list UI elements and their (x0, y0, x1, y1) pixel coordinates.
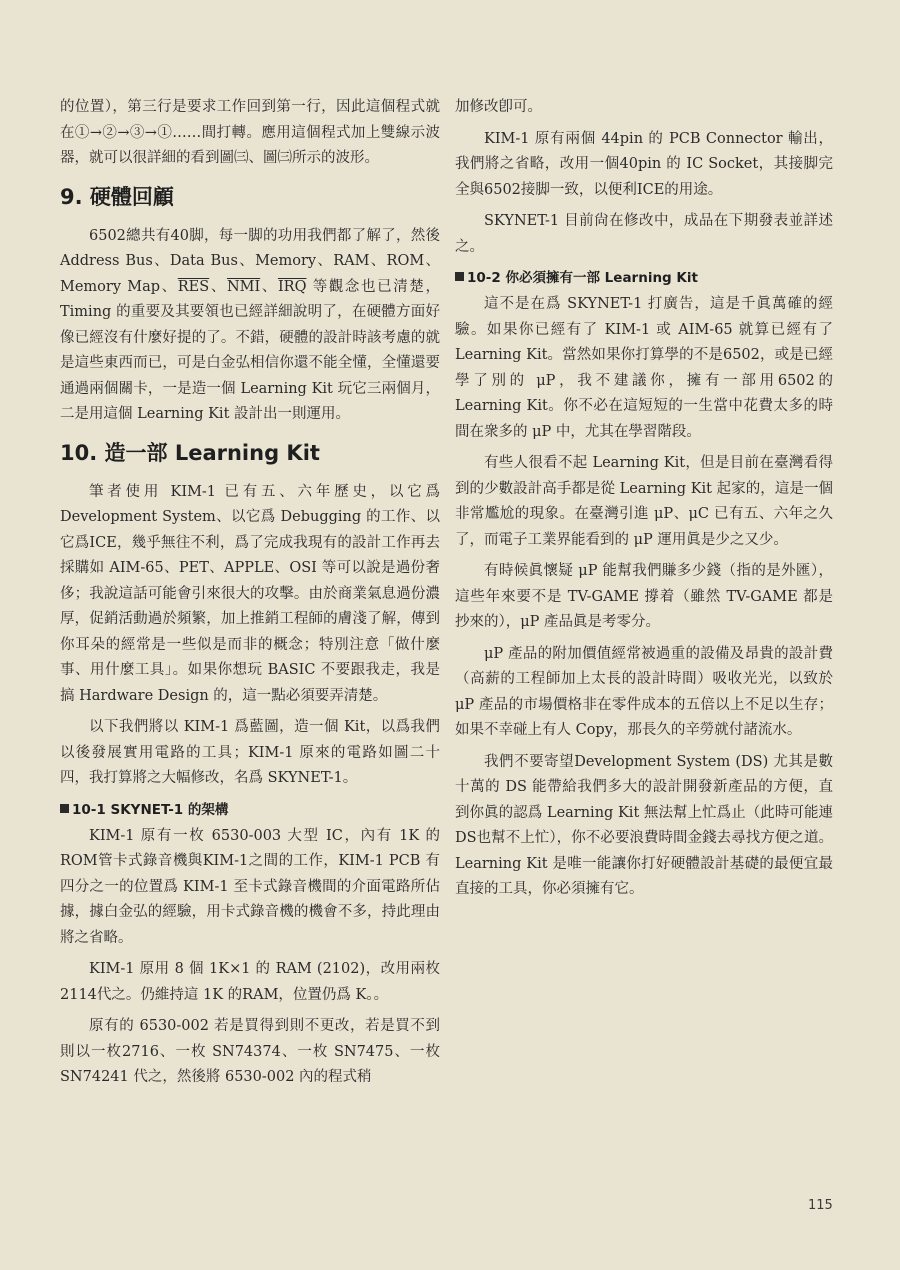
heading-10-2-text: 10-2 你必須擁有一部 Learning Kit (467, 270, 698, 286)
heading-section-10: 10. 造一部 Learning Kit (60, 440, 320, 465)
paragraph-r6: 有時候眞懷疑 μP 能幫我們賺多少錢（指的是外匯），這些年來要不是 TV-GAME 撐着（雖然 TV-GAME 都是抄來的），μP 產品眞是考零分。 (455, 563, 833, 630)
paragraph-r8: 我們不要寄望Development System (DS) 尤其是數十萬的 DS 能帶給我們多大的設計開發新產品的方便，直到你眞的認爲 Learning Kit 無法幫上忙爲止（此時可能連DS也幫不上忙），你不必要浪費時間金錢去尋找方便之道。Learning Kit 是唯一能讓你打好硬體設計基礎的最便宜最直接的工具，你必須擁有它。 (455, 753, 833, 897)
heading-10-2 (455, 266, 833, 290)
paragraph-r4: 這不是在爲 SKYNET-1 打廣告，這是千眞萬確的經驗。如果你已經有了 KIM-1 或 AIM-65 就算已經有了 Learning Kit。當然如果你打算學的不是6502，或是已經學了別的 μP，我不建議你，擁有一部用6502的 Learning Kit。你不必在這短短的一生當中花費太多的時間在衆多的 μP 中，尤其在學習階段。 (455, 296, 833, 440)
paragraph-kim-b: KIM-1 原用 8 個 1K×1 的 RAM (2102)，改用兩枚2114代之。仍維持這 1K 的RAM，位置仍爲 K。。 (60, 961, 440, 1003)
signal-irq: $\overline{IRQ}$ (277, 278, 307, 295)
paragraph-intro: 的位置），第三行是要求工作回到第一行，因此這個程式就在①→②→③→①……間打轉。應用這個程式加上雙線示波器，就可以很詳細的看到圖㈢、圖㈢所示的波形。 (60, 99, 440, 166)
paragraph-r3: SKYNET-1 目前尙在修改中，成品在下期發表並詳述之。 (455, 213, 833, 255)
signal-res: $\overline{RES}$ (177, 278, 210, 295)
paragraph-r1: 加修改卽可。 (455, 99, 542, 115)
separator-2: 、 (260, 278, 278, 295)
paragraph-10b: 以下我們將以 KIM-1 爲藍圖，造一個 Kit，以爲我們以後發展實用電路的工具；KIM-1 原來的電路如圖二十四，我打算將之大幅修改，名爲 SKYNET-1。 (60, 719, 440, 786)
right-column (455, 95, 833, 909)
heading-10-1 (60, 798, 440, 822)
paragraph-r2: KIM-1 原有兩個 44pin 的 PCB Connector 輸出，我們將之省略，改用一個40pin 的 IC Socket，其接脚完全與6502接脚一致，以便利ICE的用途。 (455, 130, 833, 198)
paragraph-r5: 有些人很看不起 Learning Kit，但是目前在臺灣看得到的少數設計高手都是從 Learning Kit 起家的，這是一個非常尷尬的現象。在臺灣引進 μP、μC 已有五、六年之久了，而電子工業界能看到的 μP 運用眞是少之又少。 (455, 455, 833, 548)
paragraph-kim-a: KIM-1 原有一枚 6530-003 大型 IC，內有 1K 的ROM管卡式錄音機與KIM-1之間的工作，KIM-1 PCB 有四分之一的位置爲 KIM-1 至卡式錄音機間的介面電路所佔據，據白金弘的經驗，用卡式錄音機的機會不多，持此理由將之省略。 (60, 827, 440, 946)
separator-1: 、 (209, 278, 227, 295)
heading-section-9: 9. 硬體回顧 (60, 184, 174, 209)
hardware-text-b: 等觀念也已清楚，Timing 的重要及其要領也已經詳細說明了，在硬體方面好像已經沒有什麼好提的了。不錯，硬體的設計時該考慮的就是這些東西而已，可是白金弘相信你還不能全懂，全懂還要通過兩個關卡，一是造一個 Learning Kit 玩它三兩個月，二是用這個 Learning Kit 設計出一則運用。 (60, 278, 441, 422)
square-bullet-icon (455, 272, 464, 281)
hardware-text-a: 6502總共有40脚，每一脚的功用我們都了解了，然後 Address Bus、Data Bus、Memory、RAM、ROM、Memory Map、 (60, 227, 440, 295)
left-column (60, 95, 440, 1097)
square-bullet-icon (60, 804, 69, 813)
paragraph-10a: 筆者使用 KIM-1 已有五、六年歷史，以它爲 Development System、以它爲 Debugging 的工作、以它爲ICE，幾乎無往不利，爲了完成我現有的設計工作再去採購如 AIM-65、PET、APPLE、OSI 等可以說是過份奢侈；我說這話可能會引來很大的攻擊。由於商業氣息過份濃厚，促銷活動過於頻繁，加上推銷工程師的膚淺了解，傳到你耳朵的經常是一些似是而非的概念；特別注意「做什麼事、用什麼工具」。如果你想玩 BASIC 不要跟我走，我是搞 Hardware Design 的，這一點必須要弄清楚。 (60, 483, 440, 704)
page-number: 115 (808, 1198, 833, 1213)
paragraph-r7: μP 產品的附加價值經常被過重的設備及昂貴的設計費（高薪的工程師加上太長的設計時間）吸收光光，以致於 μP 產品的市場價格非在零件成本的五倍以上不足以生存；如果不幸碰上有人 Copy，那長久的辛勞就付諸流水。 (455, 645, 833, 738)
heading-10-1-text: 10-1 SKYNET-1 的架構 (72, 801, 229, 818)
paragraph-hardware-review (60, 224, 440, 428)
signal-nmi: $\overline{NMI}$ (226, 278, 261, 295)
paragraph-kim-c: 原有的 6530-002 若是買得到則不更改，若是買不到則以一枚2716、一枚 SN74374、一枚 SN7475、一枚 SN74241 代之，然後將 6530-002 內的程式稍 (60, 1018, 440, 1085)
